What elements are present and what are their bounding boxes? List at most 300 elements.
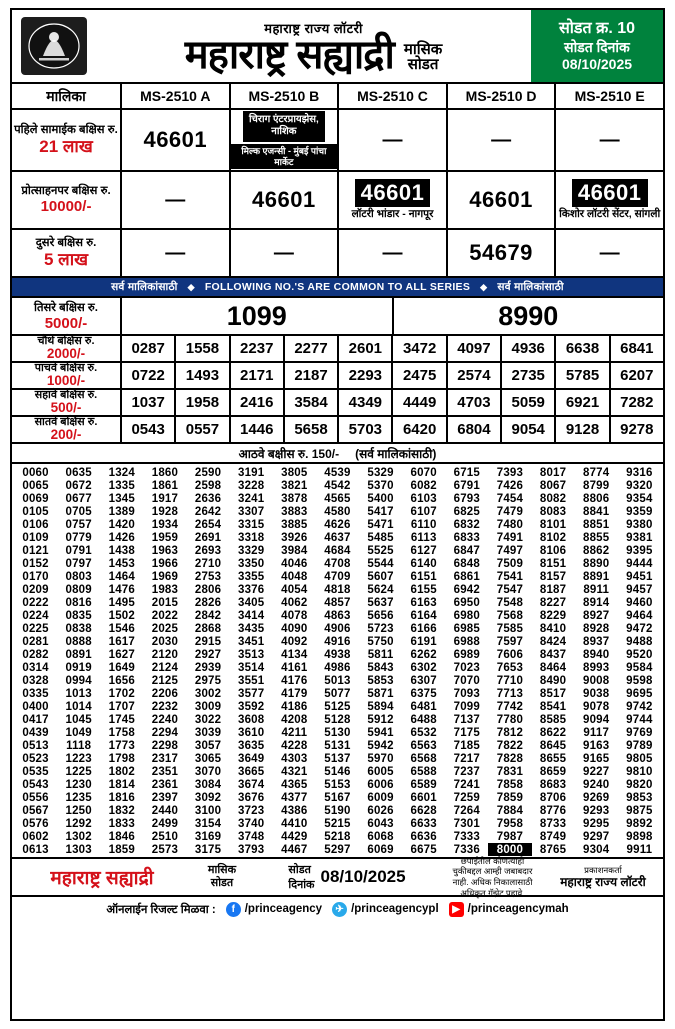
- lottery-number-cell: 3175: [194, 843, 222, 856]
- lottery-number-cell: 4092: [281, 635, 308, 648]
- lottery-number-cell: 5153: [324, 778, 351, 791]
- lottery-number-cell: 9163: [582, 739, 610, 752]
- lottery-number-cell: 7336: [453, 843, 480, 856]
- lottery-number-cell: 9695: [626, 687, 653, 700]
- telegram-handle: /princeagencypl: [351, 903, 439, 915]
- lottery-number-cell: 2510: [151, 830, 179, 843]
- lottery-number-cell: 0677: [65, 492, 92, 505]
- lottery-number-cell: 2598: [194, 479, 222, 492]
- lottery-number-cell: 0222: [22, 596, 49, 609]
- lottery-number-cell: 6563: [410, 739, 437, 752]
- lottery-number-cell: 4565: [324, 492, 351, 505]
- lottery-number-cell: 5485: [367, 531, 394, 544]
- lottery-number-cell: 0439: [22, 726, 49, 739]
- lottery-number-cell: 1502: [108, 609, 135, 622]
- lottery-number-cell: 7393: [496, 466, 524, 479]
- lottery-number-cell: 4228: [281, 739, 308, 752]
- lottery-number-cell: 5853: [367, 674, 394, 687]
- prize-cell-c: [339, 110, 448, 170]
- lottery-number-cell: 6166: [410, 622, 437, 635]
- lottery-number-cell: 8799: [582, 479, 610, 492]
- lottery-number-cell: 3435: [237, 622, 265, 635]
- draw-number-label: सोडत क्र.: [558, 19, 613, 37]
- lottery-number-cell: 8083: [539, 505, 567, 518]
- seller-name: किशोर लॉटरी सेंटर, सांगली: [559, 208, 661, 221]
- lottery-number-cell: 9444: [626, 557, 653, 570]
- table-row: [14, 817, 661, 830]
- lottery-number-cell: 6985: [453, 622, 480, 635]
- lottery-number-cell: 7812: [496, 726, 524, 739]
- lottery-number-cell: 7137: [453, 713, 480, 726]
- social-label: ऑनलाईन रिजल्ट मिळवा :: [106, 903, 216, 916]
- result-frame: [10, 8, 665, 1021]
- lottery-number-cell: 7958: [496, 817, 524, 830]
- prize-number: 5059: [502, 390, 556, 415]
- lottery-number-cell: 0535: [22, 765, 49, 778]
- social-facebook[interactable]: [226, 902, 322, 917]
- lottery-number-cell: 9598: [626, 674, 653, 687]
- lottery-number-cell: 0209: [22, 583, 49, 596]
- agency-line2: नाशिक: [271, 126, 297, 138]
- prize-row-sixth: [12, 390, 663, 417]
- social-telegram[interactable]: [332, 902, 439, 917]
- lottery-number-cell: 3723: [237, 804, 265, 817]
- lottery-number-cell: 0838: [65, 622, 92, 635]
- lottery-number-cell: 0069: [22, 492, 49, 505]
- lottery-number-cell: 1969: [151, 570, 179, 583]
- lottery-number-cell: 0809: [65, 583, 92, 596]
- lottery-number-cell: 1860: [151, 466, 179, 479]
- lottery-number-cell: 5871: [367, 687, 394, 700]
- winning-number: 46601: [252, 187, 316, 212]
- lottery-number-cell: 1649: [108, 661, 135, 674]
- lottery-number-cell: 6793: [453, 492, 480, 505]
- lottery-number-cell: 5215: [324, 817, 351, 830]
- lottery-number-cell: 8927: [582, 609, 610, 622]
- lottery-number-cell: 1928: [151, 505, 179, 518]
- lottery-number-cell: 8000: [488, 843, 531, 856]
- lottery-number-cell: 7710: [496, 674, 524, 687]
- lottery-number-cell: 6633: [410, 817, 437, 830]
- prize-number: 6804: [448, 417, 502, 442]
- prize-number: 2601: [339, 336, 393, 361]
- lottery-number-cell: 1859: [108, 843, 135, 856]
- lottery-number-cell: 5190: [324, 804, 351, 817]
- lottery-number-cell: 9008: [582, 674, 610, 687]
- lottery-number-cell: 0779: [65, 531, 92, 544]
- prize-number: 6420: [393, 417, 447, 442]
- table-row: [14, 739, 661, 752]
- lottery-number-cell: 0994: [65, 674, 92, 687]
- lottery-number-cell: 8659: [539, 765, 567, 778]
- lottery-number-cell: 1303: [65, 843, 92, 856]
- lottery-number-cell: 0065: [22, 479, 49, 492]
- lottery-number-cell: 2022: [151, 609, 179, 622]
- lottery-number-cell: 6110: [410, 518, 437, 531]
- social-youtube[interactable]: [449, 902, 569, 917]
- lottery-number-cell: 9892: [626, 817, 653, 830]
- agency-subline: मिल्क एजन्सी - मुंबई पांचा मार्केट: [231, 144, 338, 170]
- table-row: [14, 661, 661, 674]
- lottery-number-cell: 1832: [108, 804, 135, 817]
- lottery-number-cell: 0791: [65, 544, 92, 557]
- lottery-number-cell: 6262: [410, 648, 437, 661]
- lottery-number-cell: 0576: [22, 817, 49, 830]
- table-row: [14, 557, 661, 570]
- prize-number: 2171: [231, 363, 285, 388]
- lottery-number-cell: 1464: [108, 570, 135, 583]
- lottery-number-cell: 4377: [281, 791, 308, 804]
- lottery-number-cell: 9078: [582, 700, 610, 713]
- lottery-number-cell: 1476: [108, 583, 135, 596]
- footer-authority-label: प्रकाशनकर्ता: [584, 864, 622, 875]
- prize-label-seventh: [12, 417, 122, 442]
- lottery-number-cell: 8067: [539, 479, 567, 492]
- prize-row-second: [12, 230, 663, 278]
- lottery-number-cell: 4176: [281, 674, 308, 687]
- lottery-number-cell: 1302: [65, 830, 92, 843]
- lottery-number-cell: 4429: [281, 830, 308, 843]
- lottery-number-cell: 3649: [237, 752, 265, 765]
- lottery-number-cell: 3307: [237, 505, 265, 518]
- lottery-number-cell: 7301: [453, 817, 480, 830]
- lottery-number-cell: 7548: [496, 596, 524, 609]
- lottery-number-cell: 8891: [582, 570, 610, 583]
- lottery-number-cell: 7822: [496, 739, 524, 752]
- footer-date-label-line1: सोडत: [288, 864, 311, 876]
- eighth-prize-grid: [12, 464, 663, 859]
- footer-date-label: [288, 862, 314, 892]
- lottery-number-cell: 8749: [539, 830, 567, 843]
- lottery-number-cell: 6825: [453, 505, 480, 518]
- prize-amount: 5000/-: [44, 315, 88, 332]
- lottery-number-cell: 8855: [582, 531, 610, 544]
- common-banner-center: FOLLOWING NO.'S ARE COMMON TO ALL SERIES: [204, 281, 471, 293]
- lottery-number-cell: 4134: [281, 648, 308, 661]
- lottery-number-cell: 0109: [22, 531, 49, 544]
- lottery-number-cell: 9789: [626, 739, 653, 752]
- lottery-number-cell: 7859: [496, 791, 524, 804]
- lottery-number-cell: 9381: [626, 531, 653, 544]
- lottery-number-cell: 0613: [22, 843, 49, 856]
- lottery-number-cell: 4386: [281, 804, 308, 817]
- series-column-c: MS-2510 C: [339, 84, 448, 108]
- lottery-number-cell: 5131: [324, 739, 351, 752]
- lottery-number-cell: 7713: [496, 687, 524, 700]
- lottery-number-cell: 6481: [410, 700, 437, 713]
- prize-number: 4449: [393, 390, 447, 415]
- series-column-d: MS-2510 D: [448, 84, 557, 108]
- prize-amount: 2000/-: [46, 346, 86, 362]
- prize-row-fourth: [12, 336, 663, 363]
- lottery-number-cell: 0543: [22, 778, 49, 791]
- lottery-number-cell: 5125: [324, 700, 351, 713]
- lottery-number-cell: 1814: [108, 778, 135, 791]
- lottery-number-cell: 2298: [151, 739, 179, 752]
- lottery-number-cell: 7606: [496, 648, 524, 661]
- no-winner-dash: —: [165, 241, 186, 264]
- no-winner-dash: —: [165, 188, 186, 211]
- footer-date-value: 08/10/2025: [320, 867, 406, 886]
- series-header-row: [12, 84, 663, 110]
- lottery-number-cell: 6070: [410, 466, 437, 479]
- prize-label-fourth: [12, 336, 122, 361]
- series-label: मालिका: [12, 84, 122, 108]
- lottery-number-cell: 0816: [65, 596, 92, 609]
- table-row: [14, 674, 661, 687]
- lottery-number-cell: 3169: [194, 830, 222, 843]
- lottery-number-cell: 3926: [281, 531, 308, 544]
- prize-label-incentive: [12, 172, 122, 228]
- lottery-number-cell: 6847: [453, 544, 480, 557]
- lottery-number-cell: 8541: [539, 700, 567, 713]
- lottery-number-cell: 4410: [281, 817, 308, 830]
- lottery-number-cell: 5624: [367, 583, 394, 596]
- lottery-number-cell: 8841: [582, 505, 610, 518]
- lottery-number-cell: 3514: [237, 661, 265, 674]
- lottery-number-cell: 6988: [453, 635, 480, 648]
- lottery-number-cell: 9320: [626, 479, 653, 492]
- prize-cell-e: [556, 172, 663, 228]
- lottery-number-cell: 8101: [539, 518, 567, 531]
- lottery-number-cell: 3878: [281, 492, 308, 505]
- prize-number: 6921: [556, 390, 610, 415]
- lottery-number-cell: 5077: [324, 687, 351, 700]
- lottery-number-cell: 2710: [194, 557, 222, 570]
- lottery-number-cell: 2440: [151, 804, 179, 817]
- lottery-number-cell: 1833: [108, 817, 135, 830]
- table-row: [14, 700, 661, 713]
- lottery-number-cell: 1707: [108, 700, 135, 713]
- lottery-number-cell: 3009: [194, 700, 222, 713]
- lottery-number-cell: 9911: [626, 843, 653, 856]
- lottery-number-cell: 0919: [65, 661, 92, 674]
- lottery-number-cell: 7568: [496, 609, 524, 622]
- lottery-number-cell: 2842: [194, 609, 222, 622]
- lottery-number-cell: 7264: [453, 804, 480, 817]
- facebook-handle: /princeagency: [244, 903, 323, 915]
- seller-name: लॉटरी भांडार - नागपूर: [351, 208, 434, 221]
- table-row: [14, 726, 661, 739]
- lottery-number-cell: 5013: [324, 674, 351, 687]
- prize-number: 2574: [448, 363, 502, 388]
- third-prize-number-2: 8990: [498, 300, 559, 331]
- separator-dot: ◆: [480, 281, 488, 292]
- lottery-number-cell: 9584: [626, 661, 653, 674]
- no-winner-dash: —: [382, 128, 403, 151]
- lottery-number-cell: 8937: [582, 635, 610, 648]
- lottery-number-cell: 0224: [22, 609, 49, 622]
- lottery-number-cell: 9293: [582, 804, 610, 817]
- lottery-number-cell: 9464: [626, 609, 653, 622]
- lottery-number-cell: 4211: [281, 726, 308, 739]
- lottery-number-cell: 5130: [324, 726, 351, 739]
- prize-number: 6207: [620, 367, 654, 384]
- lottery-number-cell: 4062: [281, 596, 308, 609]
- lottery-number-cell: 7541: [496, 570, 524, 583]
- lottery-number-cell: 6009: [367, 791, 394, 804]
- lottery-number-cell: 1013: [65, 687, 92, 700]
- prize-name: चौथे बक्षिस रु.: [37, 335, 95, 348]
- lottery-number-cell: 1045: [65, 713, 92, 726]
- prize-number: 2277: [285, 336, 339, 361]
- lottery-number-cell: 3329: [237, 544, 265, 557]
- table-row: [14, 713, 661, 726]
- lottery-number-cell: 1983: [151, 583, 179, 596]
- lottery-number-cell: 2232: [151, 700, 179, 713]
- prize-number: 4936: [502, 336, 556, 361]
- lottery-number-cell: 3092: [194, 791, 222, 804]
- lottery-number-cell: 8774: [582, 466, 610, 479]
- footer-draw-date: [252, 859, 442, 895]
- prize-cell-e: [556, 110, 663, 170]
- lottery-number-cell: 0556: [22, 791, 49, 804]
- prize-cell-a: [122, 172, 231, 228]
- lottery-number-cell: 6163: [410, 596, 437, 609]
- lottery-number-cell: 0705: [65, 505, 92, 518]
- lottery-number-cell: 7023: [453, 661, 480, 674]
- lottery-number-cell: 8227: [539, 596, 567, 609]
- prize-label-sixth: [12, 390, 122, 415]
- draw-date-label: सोडत दिनांक: [564, 38, 630, 55]
- lottery-number-cell: 0757: [65, 518, 92, 531]
- lottery-number-cell: 1324: [108, 466, 135, 479]
- lottery-number-cell: 0400: [22, 700, 49, 713]
- lottery-number-cell: 4046: [281, 557, 308, 570]
- table-row: [14, 466, 661, 479]
- lottery-number-cell: 4863: [324, 609, 351, 622]
- footer-scheme-line1: मासिक: [207, 864, 237, 877]
- lottery-number-cell: 9744: [626, 713, 653, 726]
- series-column-a: MS-2510 A: [122, 84, 231, 108]
- lottery-number-cell: 8106: [539, 544, 567, 557]
- lottery-number-cell: 4709: [324, 570, 351, 583]
- lottery-number-cell: 8585: [539, 713, 567, 726]
- table-row: [14, 596, 661, 609]
- lottery-number-cell: 1495: [108, 596, 135, 609]
- lottery-number-cell: 8464: [539, 661, 567, 674]
- lottery-number-cell: 4857: [324, 596, 351, 609]
- lottery-number-cell: 3577: [237, 687, 265, 700]
- lottery-number-cell: 9094: [582, 713, 610, 726]
- lottery-number-cell: 4542: [324, 479, 351, 492]
- lottery-number-cell: 1758: [108, 726, 135, 739]
- footer: [12, 855, 663, 898]
- lottery-number-cell: 9165: [582, 752, 610, 765]
- lottery-number-cell: 8806: [582, 492, 610, 505]
- lottery-number-cell: 6488: [410, 713, 437, 726]
- lottery-number-cell: 2351: [151, 765, 179, 778]
- lottery-number-cell: 2826: [194, 596, 222, 609]
- lottery-number-cell: 8490: [539, 674, 567, 687]
- lottery-number-cell: 1702: [108, 687, 135, 700]
- table-row: [14, 752, 661, 765]
- lottery-number-cell: 2015: [151, 596, 179, 609]
- lottery-number-cell: 1546: [108, 622, 135, 635]
- draw-info: [531, 10, 663, 82]
- prize-name: दुसरे बक्षिस रु.: [35, 236, 97, 249]
- lottery-number-cell: 3022: [194, 713, 222, 726]
- lottery-number-cell: 5417: [367, 505, 394, 518]
- lottery-number-cell: 4321: [281, 765, 308, 778]
- lottery-number-cell: 1656: [108, 674, 135, 687]
- lottery-number-cell: 3318: [237, 531, 265, 544]
- lottery-number-cell: 4684: [324, 544, 351, 557]
- lottery-number-cell: 4161: [281, 661, 308, 674]
- prize-name: प्रोत्साहनपर बक्षिस रु.: [21, 184, 111, 197]
- lottery-number-cell: 8890: [582, 557, 610, 570]
- prize-number: 2237: [231, 336, 285, 361]
- lottery-number-cell: 7480: [496, 518, 524, 531]
- lottery-number-cell: 4048: [281, 570, 308, 583]
- prize-cell-b: [231, 230, 340, 276]
- table-row: [14, 830, 661, 843]
- table-row: [14, 635, 661, 648]
- lottery-number-cell: 3676: [237, 791, 265, 804]
- lottery-number-cell: 1959: [151, 531, 179, 544]
- lottery-number-cell: 2206: [151, 687, 179, 700]
- lottery-number-cell: 7884: [496, 804, 524, 817]
- lottery-number-cell: 7653: [496, 661, 524, 674]
- lottery-number-cell: 7780: [496, 713, 524, 726]
- lottery-number-cell: 3635: [237, 739, 265, 752]
- prize-number: 5785: [556, 363, 610, 388]
- lottery-number-cell: 0523: [22, 752, 49, 765]
- lottery-number-cell: 6861: [453, 570, 480, 583]
- table-row: [14, 609, 661, 622]
- lottery-number-cell: 9488: [626, 635, 653, 648]
- prize-number: 2416: [231, 390, 285, 415]
- prize-number: 7282: [620, 394, 654, 411]
- table-row: [14, 765, 661, 778]
- prize-amount: 200/-: [50, 427, 82, 443]
- youtube-icon: ▶: [449, 902, 464, 917]
- winning-number: 46601: [469, 187, 533, 212]
- lottery-number-cell: 7987: [496, 830, 524, 843]
- lottery-number-cell: 9457: [626, 583, 653, 596]
- lottery-number-cell: 4986: [324, 661, 351, 674]
- prize-amount: 5 लाख: [43, 249, 88, 269]
- prize-number: 0287: [122, 336, 176, 361]
- lottery-number-cell: 8914: [582, 596, 610, 609]
- lottery-number-cell: 4078: [281, 609, 308, 622]
- lottery-number-cell: 9227: [582, 765, 610, 778]
- lottery-number-cell: 8776: [539, 804, 567, 817]
- no-winner-dash: —: [599, 128, 620, 151]
- lottery-number-cell: 5843: [367, 661, 394, 674]
- table-row: [14, 687, 661, 700]
- lottery-number-cell: 3674: [237, 778, 265, 791]
- prize-cell-b: [231, 110, 340, 170]
- lottery-number-cell: 5723: [367, 622, 394, 635]
- lottery-number-cell: 0282: [22, 648, 49, 661]
- lottery-number-cell: 7597: [496, 635, 524, 648]
- lottery-number-cell: 2124: [151, 661, 179, 674]
- lottery-number-cell: 8851: [582, 518, 610, 531]
- header: [12, 10, 663, 84]
- lottery-number-cell: 5525: [367, 544, 394, 557]
- lottery-number-cell: 1345: [108, 492, 135, 505]
- common-banner-right: सर्व मालिकांसाठी: [497, 281, 564, 293]
- lottery-number-cell: 6103: [410, 492, 437, 505]
- prize-number: 2293: [339, 363, 393, 388]
- lottery-number-cell: 6791: [453, 479, 480, 492]
- lottery-number-cell: 6568: [410, 752, 437, 765]
- lottery-number-cell: 8655: [539, 752, 567, 765]
- prize-number: 3584: [285, 390, 339, 415]
- lottery-number-cell: 1617: [108, 635, 135, 648]
- table-row: [14, 778, 661, 791]
